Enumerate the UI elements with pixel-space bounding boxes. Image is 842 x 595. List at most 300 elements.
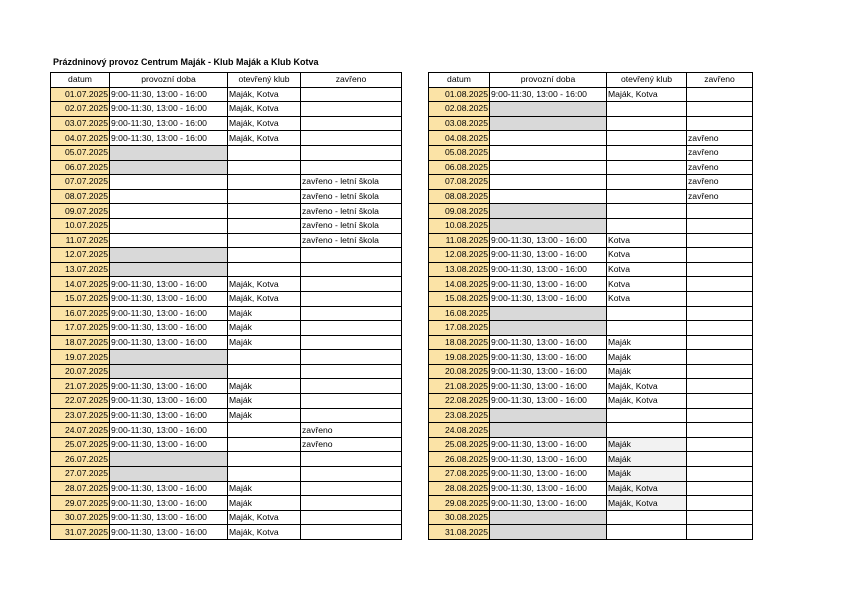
open-club-cell [228, 248, 301, 263]
closed-cell [687, 218, 753, 233]
date-cell: 02.07.2025 [51, 102, 110, 117]
table-row [51, 350, 402, 365]
date-cell: 08.07.2025 [51, 189, 110, 204]
open-club-cell [607, 189, 687, 204]
closed-cell [301, 160, 402, 175]
opening-hours-cell [490, 145, 607, 160]
date-cell: 17.07.2025 [51, 321, 110, 336]
open-club-cell [607, 525, 687, 540]
closed-cell: zavřeno - letní škola [301, 175, 402, 190]
page-title: Prázdninový provoz Centrum Maják - Klub Maják a Klub Kotva [53, 57, 319, 67]
closed-cell [687, 335, 753, 350]
table-row [51, 116, 402, 131]
table-row [51, 131, 402, 146]
table-row [51, 277, 402, 292]
open-club-cell [228, 262, 301, 277]
table-row [429, 248, 753, 263]
date-cell: 05.08.2025 [429, 145, 490, 160]
opening-hours-cell: 9:00-11:30, 13:00 - 16:00 [490, 467, 607, 482]
opening-hours-cell: 9:00-11:30, 13:00 - 16:00 [110, 525, 228, 540]
closed-cell [301, 116, 402, 131]
closed-cell [687, 262, 753, 277]
closed-cell: zavřeno - letní škola [301, 204, 402, 219]
date-cell: 20.07.2025 [51, 364, 110, 379]
table-row [429, 335, 753, 350]
table-row [429, 394, 753, 409]
open-club-cell: Maják [607, 452, 687, 467]
open-club-cell: Kotva [607, 233, 687, 248]
opening-hours-cell [490, 510, 607, 525]
opening-hours-cell [490, 160, 607, 175]
open-club-cell: Maják, Kotva [228, 131, 301, 146]
date-cell: 21.08.2025 [429, 379, 490, 394]
date-cell: 11.08.2025 [429, 233, 490, 248]
opening-hours-cell [490, 423, 607, 438]
open-club-cell [228, 233, 301, 248]
table-row [51, 496, 402, 511]
open-club-cell [607, 102, 687, 117]
open-club-cell: Kotva [607, 291, 687, 306]
table-row [429, 262, 753, 277]
closed-cell [301, 145, 402, 160]
date-cell: 30.08.2025 [429, 510, 490, 525]
open-club-cell: Maják, Kotva [607, 496, 687, 511]
opening-hours-cell [490, 204, 607, 219]
closed-cell: zavřeno [687, 175, 753, 190]
date-cell: 14.07.2025 [51, 277, 110, 292]
july-rows [51, 87, 402, 539]
closed-cell [687, 350, 753, 365]
closed-cell: zavřeno - letní škola [301, 233, 402, 248]
open-club-cell: Maják [607, 437, 687, 452]
table-row [51, 233, 402, 248]
opening-hours-cell [110, 204, 228, 219]
table-row [51, 248, 402, 263]
open-club-cell: Maják, Kotva [607, 394, 687, 409]
table-row [429, 116, 753, 131]
open-club-cell: Kotva [607, 277, 687, 292]
table-row [429, 321, 753, 336]
table-row [429, 437, 753, 452]
opening-hours-cell: 9:00-11:30, 13:00 - 16:00 [490, 481, 607, 496]
table-row [51, 102, 402, 117]
date-cell: 01.08.2025 [429, 87, 490, 102]
opening-hours-cell: 9:00-11:30, 13:00 - 16:00 [110, 277, 228, 292]
open-club-cell [607, 131, 687, 146]
table-row [429, 175, 753, 190]
opening-hours-cell: 9:00-11:30, 13:00 - 16:00 [110, 131, 228, 146]
opening-hours-cell: 9:00-11:30, 13:00 - 16:00 [110, 335, 228, 350]
opening-hours-cell: 9:00-11:30, 13:00 - 16:00 [110, 291, 228, 306]
open-club-cell [607, 306, 687, 321]
date-cell: 10.07.2025 [51, 218, 110, 233]
header-zavreno: zavřeno [687, 73, 753, 88]
table-header-row [51, 73, 402, 88]
opening-hours-cell: 9:00-11:30, 13:00 - 16:00 [490, 437, 607, 452]
closed-cell [687, 467, 753, 482]
closed-cell [301, 379, 402, 394]
opening-hours-cell [490, 306, 607, 321]
open-club-cell: Maják [228, 306, 301, 321]
header-datum: datum [51, 73, 110, 88]
open-club-cell [228, 350, 301, 365]
table-row [429, 189, 753, 204]
table-row [51, 204, 402, 219]
table-row [51, 408, 402, 423]
open-club-cell [228, 364, 301, 379]
date-cell: 04.08.2025 [429, 131, 490, 146]
open-club-cell: Maják, Kotva [228, 291, 301, 306]
closed-cell [687, 510, 753, 525]
opening-hours-cell [490, 189, 607, 204]
opening-hours-cell [110, 452, 228, 467]
date-cell: 02.08.2025 [429, 102, 490, 117]
closed-cell [301, 131, 402, 146]
opening-hours-cell [490, 408, 607, 423]
table-row [429, 496, 753, 511]
open-club-cell [228, 452, 301, 467]
date-cell: 25.07.2025 [51, 437, 110, 452]
opening-hours-cell: 9:00-11:30, 13:00 - 16:00 [490, 364, 607, 379]
opening-hours-cell: 9:00-11:30, 13:00 - 16:00 [110, 496, 228, 511]
table-row [429, 306, 753, 321]
closed-cell: zavřeno [301, 437, 402, 452]
opening-hours-cell: 9:00-11:30, 13:00 - 16:00 [110, 321, 228, 336]
open-club-cell: Maják, Kotva [228, 277, 301, 292]
date-cell: 09.07.2025 [51, 204, 110, 219]
date-cell: 05.07.2025 [51, 145, 110, 160]
table-row [429, 350, 753, 365]
date-cell: 16.07.2025 [51, 306, 110, 321]
table-row [51, 262, 402, 277]
table-row [51, 291, 402, 306]
date-cell: 25.08.2025 [429, 437, 490, 452]
opening-hours-cell: 9:00-11:30, 13:00 - 16:00 [110, 306, 228, 321]
date-cell: 13.08.2025 [429, 262, 490, 277]
table-row [429, 277, 753, 292]
date-cell: 22.08.2025 [429, 394, 490, 409]
open-club-cell: Kotva [607, 248, 687, 263]
closed-cell [301, 306, 402, 321]
open-club-cell: Maják [228, 394, 301, 409]
open-club-cell: Maják, Kotva [228, 510, 301, 525]
open-club-cell [228, 175, 301, 190]
open-club-cell [228, 437, 301, 452]
opening-hours-cell: 9:00-11:30, 13:00 - 16:00 [110, 379, 228, 394]
table-row [51, 510, 402, 525]
open-club-cell: Kotva [607, 262, 687, 277]
table-row [429, 379, 753, 394]
date-cell: 28.07.2025 [51, 481, 110, 496]
table-row [51, 394, 402, 409]
date-cell: 03.08.2025 [429, 116, 490, 131]
closed-cell [301, 277, 402, 292]
date-cell: 15.08.2025 [429, 291, 490, 306]
closed-cell [687, 277, 753, 292]
table-header-row [429, 73, 753, 88]
opening-hours-cell [110, 145, 228, 160]
date-cell: 16.08.2025 [429, 306, 490, 321]
closed-cell [301, 87, 402, 102]
table-row [51, 481, 402, 496]
open-club-cell [228, 218, 301, 233]
opening-hours-cell: 9:00-11:30, 13:00 - 16:00 [490, 452, 607, 467]
date-cell: 22.07.2025 [51, 394, 110, 409]
closed-cell [301, 248, 402, 263]
open-club-cell [607, 116, 687, 131]
closed-cell [301, 364, 402, 379]
date-cell: 08.08.2025 [429, 189, 490, 204]
closed-cell [687, 452, 753, 467]
closed-cell [301, 291, 402, 306]
closed-cell [301, 335, 402, 350]
table-row [429, 102, 753, 117]
date-cell: 14.08.2025 [429, 277, 490, 292]
closed-cell [687, 496, 753, 511]
date-cell: 27.08.2025 [429, 467, 490, 482]
closed-cell [687, 102, 753, 117]
table-row [51, 364, 402, 379]
closed-cell: zavřeno [687, 160, 753, 175]
open-club-cell [607, 510, 687, 525]
opening-hours-cell [110, 350, 228, 365]
open-club-cell [607, 160, 687, 175]
date-cell: 19.07.2025 [51, 350, 110, 365]
open-club-cell [607, 218, 687, 233]
closed-cell: zavřeno [301, 423, 402, 438]
table-row [51, 423, 402, 438]
open-club-cell [228, 189, 301, 204]
date-cell: 04.07.2025 [51, 131, 110, 146]
open-club-cell [228, 160, 301, 175]
opening-hours-cell: 9:00-11:30, 13:00 - 16:00 [110, 510, 228, 525]
closed-cell [301, 408, 402, 423]
closed-cell [687, 204, 753, 219]
date-cell: 30.07.2025 [51, 510, 110, 525]
table-row [429, 452, 753, 467]
opening-hours-cell: 9:00-11:30, 13:00 - 16:00 [110, 437, 228, 452]
closed-cell [687, 394, 753, 409]
table-row [429, 525, 753, 540]
open-club-cell: Maják, Kotva [607, 87, 687, 102]
date-cell: 28.08.2025 [429, 481, 490, 496]
table-row [429, 204, 753, 219]
open-club-cell [228, 204, 301, 219]
opening-hours-cell [490, 525, 607, 540]
open-club-cell: Maják, Kotva [228, 525, 301, 540]
table-row [51, 467, 402, 482]
table-row [51, 379, 402, 394]
table-row [51, 335, 402, 350]
closed-cell: zavřeno [687, 189, 753, 204]
table-row [51, 306, 402, 321]
open-club-cell [607, 145, 687, 160]
opening-hours-cell: 9:00-11:30, 13:00 - 16:00 [110, 116, 228, 131]
opening-hours-cell: 9:00-11:30, 13:00 - 16:00 [490, 394, 607, 409]
table-row [51, 437, 402, 452]
opening-hours-cell [110, 160, 228, 175]
open-club-cell [607, 321, 687, 336]
closed-cell [301, 525, 402, 540]
date-cell: 26.07.2025 [51, 452, 110, 467]
date-cell: 20.08.2025 [429, 364, 490, 379]
open-club-cell: Maják, Kotva [607, 379, 687, 394]
closed-cell [687, 423, 753, 438]
open-club-cell: Maják [607, 364, 687, 379]
closed-cell [687, 306, 753, 321]
table-row [51, 525, 402, 540]
closed-cell [301, 321, 402, 336]
opening-hours-cell: 9:00-11:30, 13:00 - 16:00 [490, 335, 607, 350]
opening-hours-cell [110, 248, 228, 263]
closed-cell [687, 248, 753, 263]
date-cell: 17.08.2025 [429, 321, 490, 336]
date-cell: 03.07.2025 [51, 116, 110, 131]
date-cell: 12.08.2025 [429, 248, 490, 263]
closed-cell [301, 452, 402, 467]
table-row [429, 408, 753, 423]
open-club-cell: Maják [228, 379, 301, 394]
opening-hours-cell [110, 218, 228, 233]
opening-hours-cell [490, 102, 607, 117]
table-row [429, 481, 753, 496]
header-zavreno: zavřeno [301, 73, 402, 88]
date-cell: 24.08.2025 [429, 423, 490, 438]
closed-cell [301, 350, 402, 365]
closed-cell [301, 102, 402, 117]
opening-hours-cell: 9:00-11:30, 13:00 - 16:00 [110, 394, 228, 409]
closed-cell [687, 364, 753, 379]
opening-hours-cell: 9:00-11:30, 13:00 - 16:00 [490, 350, 607, 365]
date-cell: 19.08.2025 [429, 350, 490, 365]
table-row [51, 87, 402, 102]
closed-cell [687, 437, 753, 452]
closed-cell [301, 394, 402, 409]
table-row [429, 145, 753, 160]
august-rows [429, 87, 753, 539]
opening-hours-cell: 9:00-11:30, 13:00 - 16:00 [110, 423, 228, 438]
table-row [51, 189, 402, 204]
open-club-cell: Maják [228, 481, 301, 496]
closed-cell [687, 525, 753, 540]
opening-hours-cell [110, 262, 228, 277]
opening-hours-cell: 9:00-11:30, 13:00 - 16:00 [490, 262, 607, 277]
opening-hours-cell [490, 175, 607, 190]
table-row [51, 145, 402, 160]
table-row [429, 160, 753, 175]
open-club-cell [607, 408, 687, 423]
date-cell: 21.07.2025 [51, 379, 110, 394]
opening-hours-cell: 9:00-11:30, 13:00 - 16:00 [490, 277, 607, 292]
open-club-cell: Maják [228, 335, 301, 350]
table-row [51, 175, 402, 190]
date-cell: 01.07.2025 [51, 87, 110, 102]
header-otevreny-klub: otevřený klub [607, 73, 687, 88]
opening-hours-cell: 9:00-11:30, 13:00 - 16:00 [490, 87, 607, 102]
open-club-cell: Maják [228, 408, 301, 423]
closed-cell [301, 262, 402, 277]
table-row [51, 452, 402, 467]
date-cell: 18.08.2025 [429, 335, 490, 350]
table-row [429, 291, 753, 306]
date-cell: 06.08.2025 [429, 160, 490, 175]
table-row [429, 87, 753, 102]
header-datum: datum [429, 73, 490, 88]
opening-hours-cell: 9:00-11:30, 13:00 - 16:00 [110, 408, 228, 423]
table-row [429, 218, 753, 233]
open-club-cell: Maják, Kotva [607, 481, 687, 496]
opening-hours-cell: 9:00-11:30, 13:00 - 16:00 [490, 291, 607, 306]
open-club-cell [607, 175, 687, 190]
opening-hours-cell [110, 189, 228, 204]
closed-cell [687, 291, 753, 306]
closed-cell: zavřeno - letní škola [301, 189, 402, 204]
table-row [51, 218, 402, 233]
opening-hours-cell: 9:00-11:30, 13:00 - 16:00 [490, 496, 607, 511]
august-schedule-table [428, 72, 753, 540]
opening-hours-cell: 9:00-11:30, 13:00 - 16:00 [490, 233, 607, 248]
date-cell: 24.07.2025 [51, 423, 110, 438]
open-club-cell: Maják [228, 496, 301, 511]
opening-hours-cell: 9:00-11:30, 13:00 - 16:00 [110, 102, 228, 117]
closed-cell [301, 496, 402, 511]
opening-hours-cell [110, 233, 228, 248]
date-cell: 13.07.2025 [51, 262, 110, 277]
table-row [51, 160, 402, 175]
date-cell: 23.07.2025 [51, 408, 110, 423]
open-club-cell [228, 467, 301, 482]
open-club-cell: Maják [228, 321, 301, 336]
closed-cell [687, 408, 753, 423]
date-cell: 09.08.2025 [429, 204, 490, 219]
open-club-cell [228, 423, 301, 438]
opening-hours-cell [490, 321, 607, 336]
opening-hours-cell [110, 175, 228, 190]
date-cell: 29.08.2025 [429, 496, 490, 511]
date-cell: 07.08.2025 [429, 175, 490, 190]
opening-hours-cell [490, 131, 607, 146]
opening-hours-cell [490, 218, 607, 233]
table-row [429, 364, 753, 379]
date-cell: 31.08.2025 [429, 525, 490, 540]
open-club-cell: Maják, Kotva [228, 87, 301, 102]
open-club-cell: Maják [607, 350, 687, 365]
closed-cell: zavřeno [687, 145, 753, 160]
opening-hours-cell: 9:00-11:30, 13:00 - 16:00 [490, 248, 607, 263]
open-club-cell [607, 204, 687, 219]
closed-cell [687, 481, 753, 496]
opening-hours-cell: 9:00-11:30, 13:00 - 16:00 [490, 379, 607, 394]
closed-cell: zavřeno [687, 131, 753, 146]
opening-hours-cell: 9:00-11:30, 13:00 - 16:00 [110, 481, 228, 496]
closed-cell [687, 379, 753, 394]
date-cell: 12.07.2025 [51, 248, 110, 263]
table-row [429, 467, 753, 482]
open-club-cell: Maják [607, 467, 687, 482]
closed-cell [687, 116, 753, 131]
header-provozni-doba: provozní doba [110, 73, 228, 88]
opening-hours-cell [110, 467, 228, 482]
table-row [51, 321, 402, 336]
table-row [429, 233, 753, 248]
table-row [429, 510, 753, 525]
date-cell: 15.07.2025 [51, 291, 110, 306]
closed-cell [687, 87, 753, 102]
date-cell: 06.07.2025 [51, 160, 110, 175]
open-club-cell: Maják, Kotva [228, 102, 301, 117]
closed-cell [301, 510, 402, 525]
date-cell: 11.07.2025 [51, 233, 110, 248]
